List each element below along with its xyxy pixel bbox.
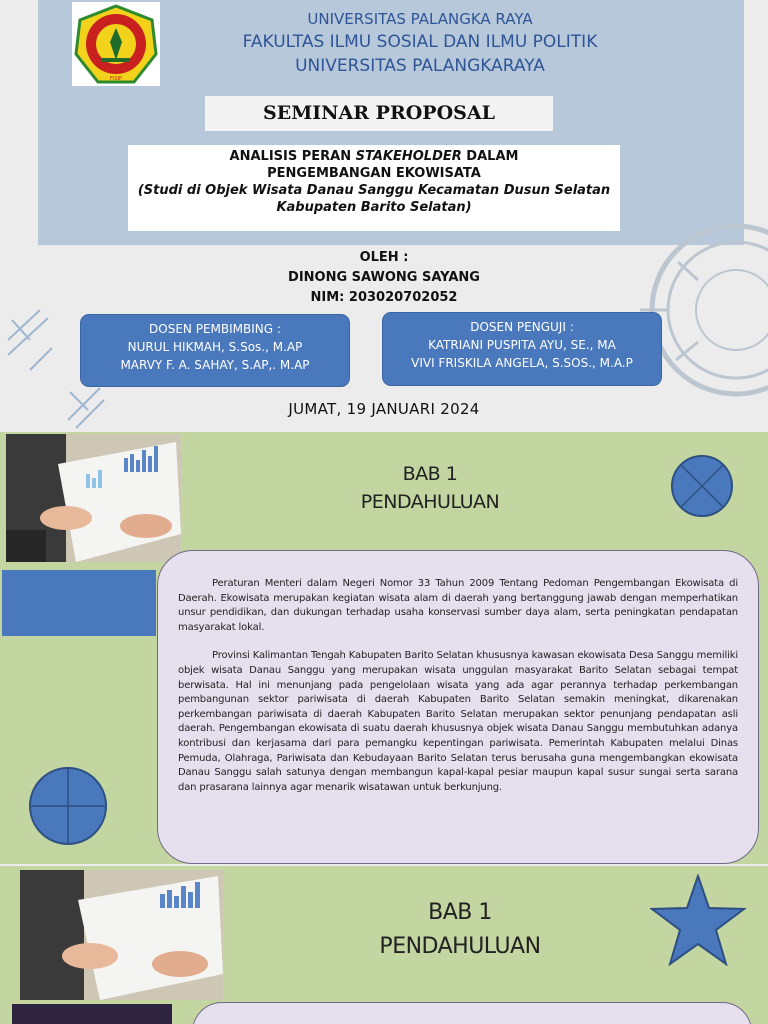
supervisor-name: MARVY F. A. SAHAY, S.AP,. M.AP [120,358,310,372]
chapter-title: PENDAHULUAN [360,491,500,513]
chapter-heading [360,896,560,964]
subtitle-line1-text: (Studi di Objek Wisata Danau Sanggu Kecamatan Dusun Selatan [137,183,611,198]
university-name: UNIVERSITAS PALANGKA RAYA [307,10,533,28]
paragraph: Provinsi Kalimantan Tengah Kabupaten Barito Selatan khususnya kawasan ekowisata Desa Sanggu memiliki objek wisata Danau Sanggu yang merupakan wisata unggulan masyarakat Barito Selatan sebagai tempat berwisata. Hal ini menunjang pada pengelolaan wisata yang ada agar perannya terhadap perkembangan pembangunan sektor pariwisata di daerah Kabupaten Barito Selatan semakin meningkat, dikarenakan perkembangan pariwisata di daerah Kabupaten Barito Selatan merupakan sektor penunjang pendapatan asli daerah. Pengembangan ekowisata di suatu daerah khususnya objek wisata Danau Sanggu membutuhkan adanya kontribusi dan kerjasama dari para pemangku kepentingan pariwisata. Pemerintah Kabupaten melalui Dinas Pemuda, Olahraga, Pariwisata dan Kebudayaan Barito Selatan terus berusaha guna mengembangkan ekowisata Danau Sanggu salah satunya dengan membangun kapal-kapal pesiar maupun kapal susur sungai serta sarana dan prasarana lainnya agar menarik wisatawan untuk berkunjung. [178,650,738,793]
student-id: NIM: 203020702052 [310,290,458,305]
title-slide [0,0,768,432]
thesis-title-line2: PENGEMBANGAN EKOWISATA [267,166,481,181]
circle-x-shape [670,454,734,518]
supervisor-heading: DOSEN PEMBIMBING : [149,322,281,336]
examiner-name: KATRIANI PUSPITA AYU, SE., MA [428,338,616,352]
examiner-name: VIVI FRISKILA ANGELA, S.SOS., M.A.P [411,356,633,370]
business-photo [6,434,181,562]
university-name-2: UNIVERSITAS PALANGKARAYA [295,56,545,76]
by-label: OLEH : [359,250,409,265]
accent-rectangle [12,1004,172,1024]
logo-sub-text: FISIP [109,76,123,82]
chapter-slide-2 [0,866,768,1024]
examiner-heading: DOSEN PENGUJI : [470,320,574,334]
subtitle-line2-text: Kabupaten Barito Selatan) [276,200,472,215]
title-italic-word: STAKEHOLDER [355,149,462,164]
circle-plus-shape [28,766,108,846]
supervisor-name: NURUL HIKMAH, S.Sos., M.AP [127,340,303,354]
accent-rectangle [2,570,156,636]
background-text-box [157,550,759,864]
paragraph: Peraturan Menteri dalam Negeri Nomor 33 Tahun 2009 Tentang Pedoman Pengembangan Ekowisata di Daerah. Ekowisata merupakan kegiatan wisata alam di daerah yang bertanggung jawab dengan memperhatikan unsur pendidikan, dan dukungan terhadap usaha konservasi sumber daya alam, serta peningkatan pendapatan masyarakat lokal. [178,578,738,633]
faculty-name: FAKULTAS ILMU SOSIAL DAN ILMU POLITIK [242,32,598,52]
chapter-heading [330,460,530,516]
supervisor-box [80,314,350,387]
chapter-number: BAB 1 [402,463,458,485]
thesis-subtitle-line1 [128,182,620,199]
title-part1: ANALISIS PERAN [229,149,356,164]
author-name: DINONG SAWONG SAYANG [288,270,480,285]
seminar-date: JUMAT, 19 JANUARI 2024 [288,400,480,418]
chapter-title: PENDAHULUAN [379,934,541,959]
text-box [192,1002,752,1024]
thesis-subtitle-line2 [128,199,620,216]
chapter-slide [0,432,768,864]
thesis-title-line1 [128,148,620,165]
examiner-box [382,312,662,386]
business-photo [20,870,223,1000]
star-shape [650,874,746,966]
chapter-number: BAB 1 [428,900,492,925]
seminar-title: SEMINAR PROPOSAL [205,96,553,131]
thesis-title-box [128,145,620,231]
title-part2: DALAM [461,149,519,164]
university-logo [72,2,160,86]
